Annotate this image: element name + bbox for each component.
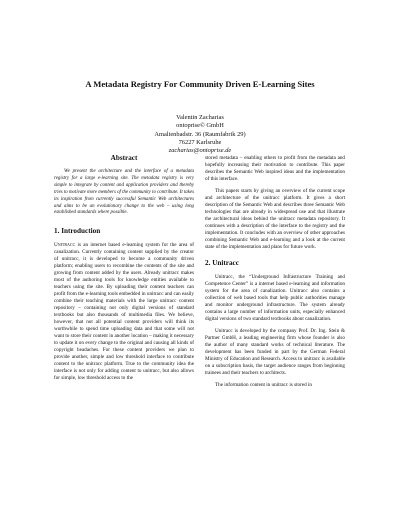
- author-block: [0, 114, 400, 155]
- left-column: [54, 154, 194, 387]
- section-1-paragraph: [54, 242, 194, 382]
- author-email: zacharias@ontoprise.de: [168, 147, 232, 155]
- unitracc-smallcaps: Unitracc: [54, 242, 76, 249]
- right-paragraph-4: Unitracc is developed by the company Prof. Dr. Ing. Stein & Partner GmbH, a leading engineering firm whose founder is also the author of many standard works of technical literature. The development has been funded in part by the German Federal Ministry of Education and Research. Access to unitracc is available on a subscription basis, the target audience ranges from beginning trainees and their teachers to architects.: [205, 328, 345, 376]
- right-paragraph-1: stored metadata – enabling others to profit from the metadata and hopefully increasing their motivation to contribute. This paper describes the Semantic Web inspired ideas and the implementation of this interface.: [205, 155, 345, 182]
- right-column: [205, 155, 345, 394]
- abstract-text: We present the architecture and the interface of a metadata registry for a large e-learning site. The metadata registry is very simple to integrate by content and application providers and thereby tries to motivate more members of the community to contribute. It takes its inspiration from currently successful Semantic Web architectures and aims to be an evolutionary change to the web – using long established standards where possible.: [54, 169, 194, 216]
- right-paragraph-5: The information content in unitracc is stored in: [215, 382, 312, 388]
- author-city: 76227 Karlsruhe: [178, 138, 222, 146]
- author-organization: ontoprise© GmbH: [176, 122, 224, 130]
- paper-title: A Metadata Registry For Community Driven E-Learning Sites: [85, 79, 315, 89]
- section-1-body: is an internet based e-learning system for the area of canalization. Currently containing content supplied by the creator of unitracc, it is developed to become a community driven platform; enabling users to recombine the contents of the site and growing from content added by the users. Already unitracc makes most of the authoring tools for knowledge entities available to teachers using the site. By uploading their content teachers can profit from the e-learning tools embedded in unitracc and can easily combine their teaching materials with the large unitracc content repository – containing not only digital versions of standard textbooks but also thousands of multimedia files. We believe, however, that not all potential content providers will think its worthwhile to spend time uploading data and that some will not want to store their content in another location – making it necessary to update it on every change to the original and causing all kinds of copyright headaches. For these content providers we plan to provide another, simple and low threshold interface to contribute content to the unitracc platform. True to the community idea the interface is not only for adding content to unitracc, but also allows for simple, low threshold access to the: [54, 242, 194, 382]
- right-paragraph-2: This papers starts by giving an overview of the current scope and architecture of the unitracc platform. It gives a short description of the Semantic Web and describes three Semantic Web technologies that are already in widespread use and that illustrate the architectural ideas behind the unitracc metadata repository. It continues with a description of the interface to the registry and the implementation. It concludes with an overview of other approaches combining Semantic Web and e-learning and a look at the current state of the implementation and plans for future work.: [205, 188, 345, 250]
- abstract-heading: Abstract: [110, 154, 138, 162]
- section-1-heading: 1. Introduction: [54, 227, 101, 236]
- right-paragraph-3: Unitracc, the “Underground Infrastructure Training and Competence Center” is a internet based e-learning and information system for the area of canalization. Unitracc also contains a collection of web based tools that help public authorities manage and monitor underground infrastructure. The system already contains a large number of information units, especially enhanced digital versions of two standard textbooks about canalization.: [205, 274, 345, 322]
- section-2-heading: 2. Unitracc: [205, 259, 239, 267]
- author-name: Valentin Zacharias: [176, 114, 224, 121]
- author-street: Amalienbadstr. 36 (Raumfabrik 29): [154, 130, 246, 138]
